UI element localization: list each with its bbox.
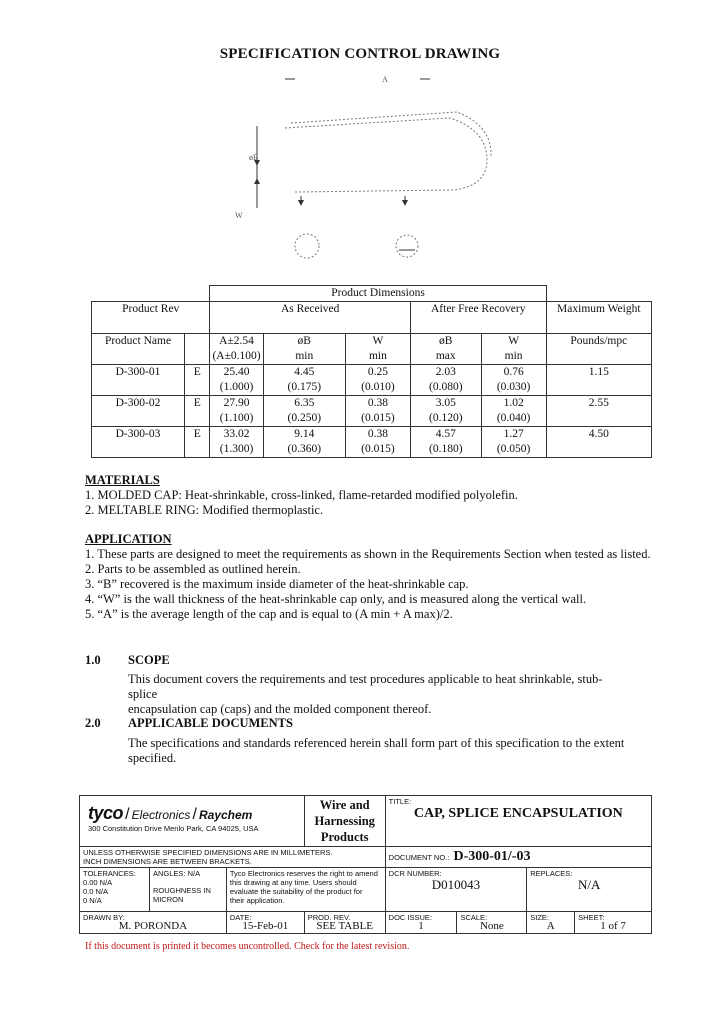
col-as-received: As Received bbox=[210, 302, 410, 334]
division-name: Wire and Harnessing Products bbox=[304, 796, 385, 847]
sub-w-recovered: W min bbox=[481, 334, 546, 365]
scope-text: This document covers the requirements and test procedures applicable to heat shrinkable, stub-splice encapsulation cap (caps) and the molded component thereof. bbox=[128, 672, 603, 716]
angles-cell: ANGLES: N/A ROUGHNESS IN MICRON bbox=[149, 868, 226, 912]
list-item: 2. Parts to be assembled as outlined herein. bbox=[85, 562, 301, 576]
dcr-number: D010043 bbox=[431, 877, 481, 892]
sheet-cell: SHEET: 1 of 7 bbox=[575, 912, 652, 934]
dimensions-table bbox=[91, 285, 652, 458]
logo-raychem: Raychem bbox=[198, 808, 253, 822]
materials-heading: MATERIALS bbox=[85, 473, 160, 487]
prod-rev-cell: PROD. REV. SEE TABLE bbox=[304, 912, 385, 934]
title-cell: TITLE: CAP, SPLICE ENCAPSULATION bbox=[385, 796, 651, 847]
scope-heading: SCOPE bbox=[128, 653, 170, 667]
docs-heading: APPLICABLE DOCUMENTS bbox=[128, 716, 293, 730]
logo-tyco: tyco bbox=[88, 803, 124, 823]
dcr-cell: DCR NUMBER: D010043 bbox=[385, 868, 527, 912]
page-title: SPECIFICATION CONTROL DRAWING bbox=[219, 46, 501, 62]
sub-product-name: Product Name bbox=[92, 334, 185, 365]
list-item: 5. “A” is the average length of the cap and is equal to (A min + A max)/2. bbox=[85, 607, 453, 621]
sub-a: A±2.54 (A±0.100) bbox=[210, 334, 263, 365]
uncontrolled-warning: If this document is printed it becomes uncontrolled. Check for the latest revision. bbox=[85, 941, 410, 952]
list-item: 4. “W” is the wall thickness of the heat-shrinkable cap only, and is measured along the vertical wall. bbox=[85, 592, 587, 606]
end-view-right bbox=[396, 235, 418, 257]
end-view-left bbox=[295, 234, 319, 258]
docs-text: The specifications and standards referenced herein shall form part of this specification to the extent specified. bbox=[128, 736, 625, 765]
list-item: 1. These parts are designed to meet the requirements as shown in the Requirements Section when tested as listed. bbox=[85, 547, 651, 561]
docs-number: 2.0 bbox=[85, 716, 101, 730]
col-max-weight: Maximum Weight bbox=[546, 302, 651, 334]
application-section bbox=[85, 532, 651, 622]
list-item: 2. MELTABLE RING: Modified thermoplastic. bbox=[85, 503, 324, 517]
doc-issue-cell: DOC ISSUE: 1 bbox=[385, 912, 457, 934]
materials-section bbox=[85, 473, 518, 518]
drawn-by-cell: DRAWN BY: M. PORONDA bbox=[80, 912, 227, 934]
sub-b-recovered: øB max bbox=[410, 334, 481, 365]
application-heading: APPLICATION bbox=[85, 532, 172, 546]
document-title: CAP, SPLICE ENCAPSULATION bbox=[413, 806, 623, 821]
col-product-rev: Product Rev bbox=[92, 302, 210, 334]
document-number-cell: DOCUMENT NO.: D-300-01/-03 bbox=[385, 847, 651, 868]
col-after-recovery: After Free Recovery bbox=[410, 302, 546, 334]
scale-cell: SCALE: None bbox=[457, 912, 527, 934]
size-cell: SIZE: A bbox=[527, 912, 575, 934]
document-number: D-300-01/-03 bbox=[453, 849, 531, 864]
table-row: D-300-03 E 33.02 (1.300) 9.14 (0.360) 0.38 (0.015) 4.57 (0.180) 1.27 (0.050) 4.50 bbox=[92, 427, 652, 458]
dimensions-group-header: Product Dimensions bbox=[210, 286, 546, 302]
label-a: A bbox=[382, 75, 388, 84]
title-block bbox=[79, 795, 652, 934]
replaces-cell: REPLACES: N/A bbox=[527, 868, 652, 912]
product-drawing bbox=[225, 68, 505, 278]
tolerances-cell: TOLERANCES: 0.00 N/A 0.0 N/A 0 N/A bbox=[80, 868, 150, 912]
table-row: D-300-02 E 27.90 (1.100) 6.35 (0.250) 0.38 (0.015) 3.05 (0.120) 1.02 (0.040) 2.55 bbox=[92, 396, 652, 427]
disclaimer-cell: Tyco Electronics reserves the right to amend this drawing at any time. Users should evaluate the suitability of the product for their application. bbox=[226, 868, 385, 912]
sub-b: øB min bbox=[263, 334, 345, 365]
sub-w: W min bbox=[345, 334, 410, 365]
scope-number: 1.0 bbox=[85, 653, 101, 667]
sub-weight: Pounds/mpc bbox=[546, 334, 651, 365]
logo-electronics: Electronics bbox=[131, 808, 191, 822]
label-b: øB bbox=[249, 153, 259, 162]
list-item: 3. “B” recovered is the maximum inside diameter of the heat-shrinkable cap. bbox=[85, 577, 469, 591]
units-note: UNLESS OTHERWISE SPECIFIED DIMENSIONS ARE IN MILLIMETERS. INCH DIMENSIONS ARE BETWEEN BRACKETS. bbox=[80, 847, 386, 868]
company-address: 300 Constitution Drive Menlo Park, CA 94025, USA bbox=[88, 824, 259, 833]
cap-outline-outer bbox=[291, 112, 491, 158]
list-item: 1. MOLDED CAP: Heat-shrinkable, cross-linked, flame-retarded modified polyolefin. bbox=[85, 488, 518, 502]
date-cell: DATE: 15-Feb-01 bbox=[226, 912, 304, 934]
table-row: D-300-01 E 25.40 (1.000) 4.45 (0.175) 0.25 (0.010) 2.03 (0.080) 0.76 (0.030) 1.15 bbox=[92, 365, 652, 396]
cap-outline bbox=[285, 118, 487, 192]
label-w: W bbox=[235, 211, 243, 220]
company-logo-cell: tyco / Electronics / Raychem 300 Constitution Drive Menlo Park, CA 94025, USA bbox=[80, 796, 305, 847]
